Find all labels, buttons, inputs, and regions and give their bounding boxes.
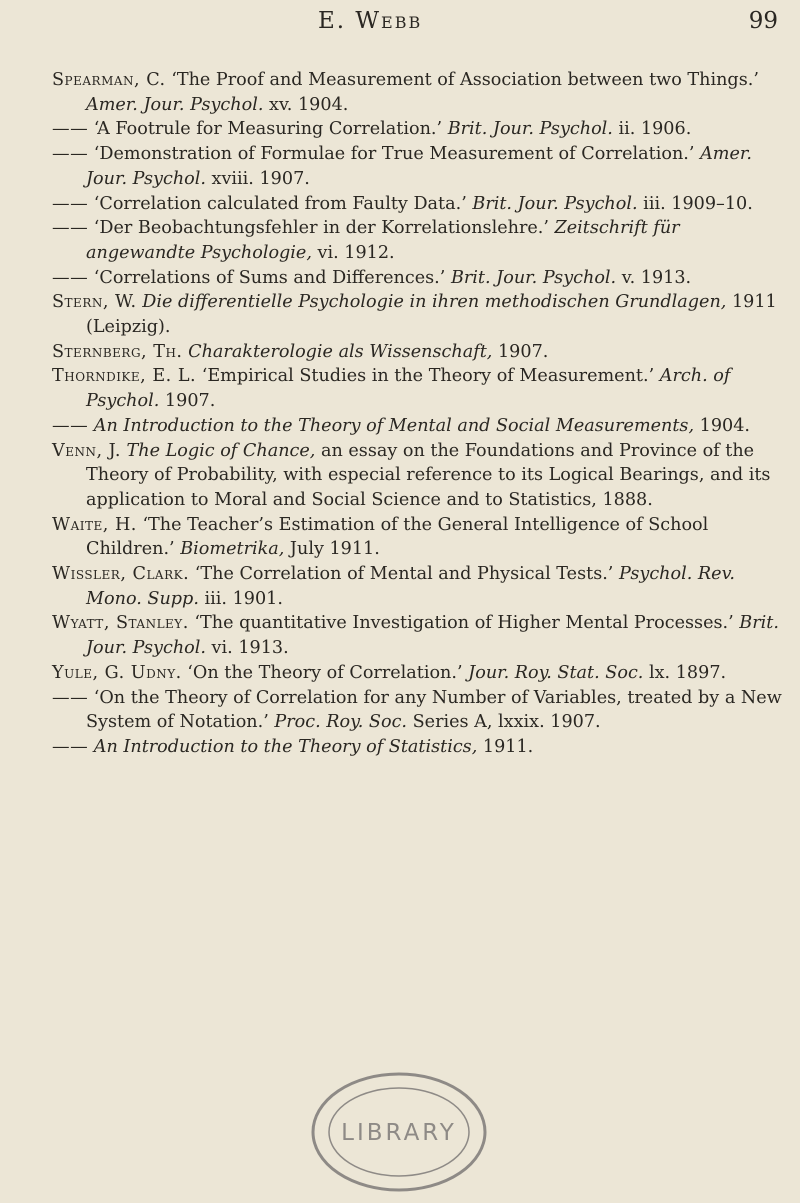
- reference-title: ‘On the Theory of Correlation for any Number of Variables, treated by a New System of Notation.’: [86, 687, 782, 733]
- page-header: [0, 4, 800, 46]
- reference-source: Biometrika,: [180, 539, 285, 560]
- reference-details: 1907.: [492, 341, 549, 362]
- reference-title: ‘Empirical Studies in the Theory of Measurement.’: [196, 366, 660, 387]
- reference-source: Brit. Jour. Psychol.: [86, 613, 779, 659]
- reference-source: Brit. Jour. Psychol.: [472, 193, 638, 214]
- reference-title: ‘The Proof and Measurement of Association between two Things.’: [165, 70, 759, 90]
- reference-title: ‘Der Beobachtungsfehler in der Korrelationslehre.’: [88, 218, 555, 239]
- reference-details: v. 1913.: [616, 267, 692, 288]
- reference-title: ‘The quantitative Investigation of Higher Mental Processes.’: [188, 613, 740, 634]
- reference-source: Jour. Roy. Stat. Soc.: [468, 662, 644, 683]
- library-stamp: [304, 1068, 494, 1196]
- page-number: 99: [748, 8, 778, 34]
- reference-author: Spearman, C.: [52, 70, 166, 90]
- reference-author: Waite, H.: [52, 514, 137, 535]
- reference-author: ——: [52, 218, 89, 239]
- reference-entry: [52, 513, 788, 562]
- reference-details: July 1911.: [284, 539, 380, 560]
- reference-title: ‘Demonstration of Formulae for True Measurement of Correlation.’: [88, 144, 701, 165]
- reference-author: Wissler, Clark.: [52, 564, 190, 585]
- reference-list: [52, 68, 788, 760]
- reference-author: ——: [52, 144, 89, 165]
- reference-source: Die differentielle Psychologie in ihren methodischen Grundlagen,: [142, 292, 727, 313]
- reference-source: Brit. Jour. Psychol.: [450, 267, 617, 288]
- reference-source: Charakterologie als Wissenschaft,: [188, 341, 493, 362]
- reference-title: ‘A Footrule for Measuring Correlation.’: [88, 119, 448, 140]
- reference-title: ‘On the Theory of Correlation.’: [181, 662, 469, 683]
- reference-author: Stern, W.: [52, 292, 137, 313]
- reference-details: Series A, lxxix. 1907.: [407, 712, 601, 733]
- reference-details: xviii. 1907.: [205, 168, 310, 189]
- reference-entry: [52, 266, 788, 291]
- running-head: E. Webb: [318, 8, 423, 34]
- reference-details: an essay on the Foundations and Province of the Theory of Probability, with especial reference to its Logical Bearings, and its application to Moral and Social Science and to Statistics, 1888.: [86, 440, 771, 510]
- reference-entry: [52, 290, 788, 339]
- reference-entry: [52, 142, 788, 191]
- reference-author: Sternberg, Th.: [52, 341, 183, 362]
- reference-entry: [52, 439, 788, 513]
- reference-entry: [52, 117, 788, 142]
- reference-details: 1904.: [694, 415, 751, 436]
- reference-details: vi. 1913.: [205, 638, 289, 659]
- reference-author: ——: [52, 193, 89, 214]
- reference-entry: [52, 611, 788, 660]
- reference-source: Psychol. Rev. Mono. Supp.: [86, 564, 736, 609]
- reference-entry: [52, 364, 788, 413]
- reference-source: Zeitschrift für angewandte Psychologie,: [86, 218, 680, 263]
- reference-author: ——: [52, 415, 89, 436]
- reference-title: ‘The Correlation of Mental and Physical Tests.’: [189, 564, 619, 585]
- reference-details: 1911 (Leipzig).: [86, 292, 777, 338]
- reference-details: xv. 1904.: [263, 94, 349, 115]
- reference-entry: [52, 735, 788, 760]
- reference-details: vi. 1912.: [311, 242, 395, 263]
- reference-source: The Logic of Chance,: [126, 440, 316, 461]
- reference-details: iii. 1901.: [198, 588, 283, 609]
- reference-source: Brit. Jour. Psychol.: [447, 119, 613, 140]
- reference-details: iii. 1909–10.: [637, 193, 753, 214]
- reference-details: 1907.: [159, 391, 216, 412]
- reference-entry: [52, 68, 788, 117]
- reference-details: ii. 1906.: [612, 119, 692, 140]
- reference-source: Amer. Jour. Psychol.: [86, 144, 752, 189]
- reference-author: Wyatt, Stanley.: [52, 613, 189, 634]
- reference-entry: [52, 686, 788, 735]
- reference-entry: [52, 414, 788, 439]
- reference-title: ‘Correlations of Sums and Differences.’: [88, 267, 451, 288]
- reference-title: ‘Correlation calculated from Faulty Data.’: [88, 193, 473, 214]
- reference-source: An Introduction to the Theory of Mental and Social Measurements,: [93, 415, 695, 436]
- reference-details: 1911.: [477, 736, 534, 757]
- reference-details: lx. 1897.: [643, 662, 727, 683]
- reference-author: ——: [52, 736, 89, 757]
- reference-author: Venn, J.: [52, 440, 121, 461]
- reference-entry: [52, 216, 788, 265]
- stamp-label: LIBRARY: [341, 1120, 457, 1146]
- reference-entry: [52, 562, 788, 611]
- reference-entry: [52, 192, 788, 217]
- reference-author: Yule, G. Udny.: [52, 662, 182, 683]
- reference-source: Amer. Jour. Psychol.: [86, 94, 264, 115]
- reference-entry: [52, 340, 788, 365]
- reference-title: ‘The Teacher’s Estimation of the General Intelligence of School Children.’: [86, 514, 709, 560]
- reference-author: ——: [52, 267, 89, 288]
- reference-entry: [52, 661, 788, 686]
- reference-source: An Introduction to the Theory of Statistics,: [93, 736, 478, 757]
- reference-source: Arch. of Psychol.: [86, 366, 731, 412]
- reference-author: ——: [52, 687, 89, 708]
- reference-source: Proc. Roy. Soc.: [274, 712, 408, 733]
- reference-author: Thorndike, E. L.: [52, 366, 197, 387]
- reference-author: ——: [52, 119, 89, 140]
